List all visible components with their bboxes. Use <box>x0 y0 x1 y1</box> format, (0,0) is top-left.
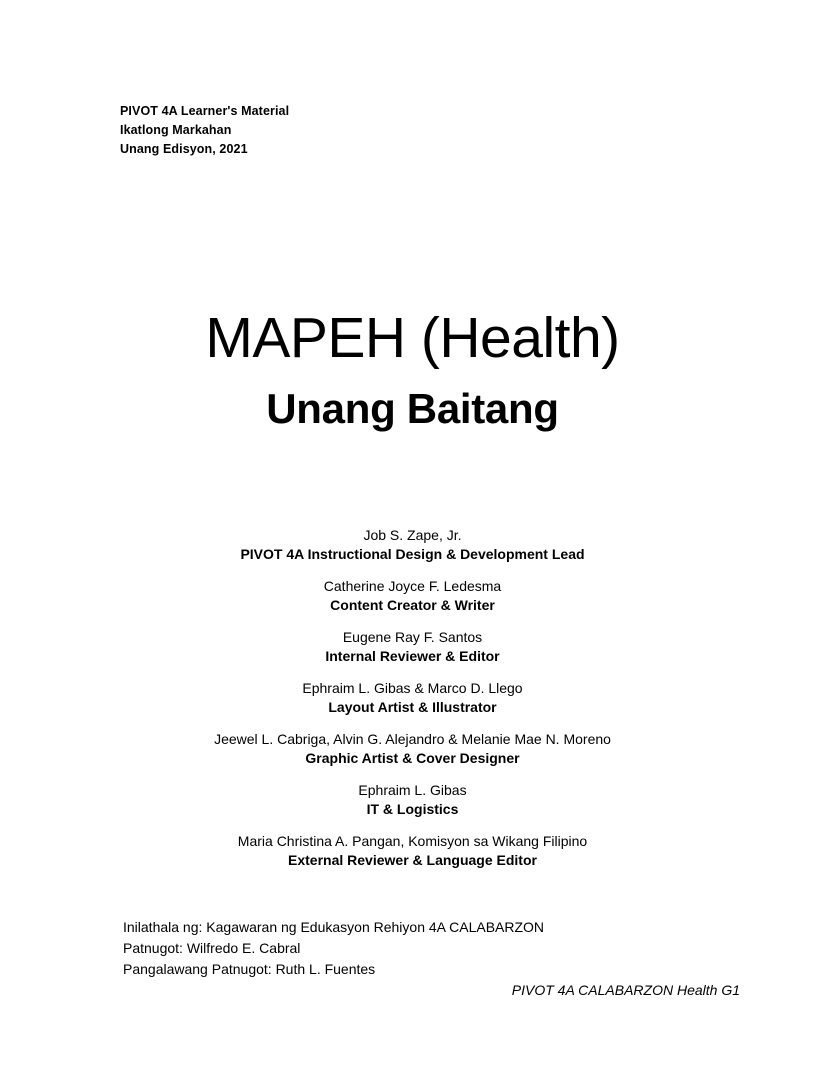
footer-note: PIVOT 4A CALABARZON Health G1 <box>511 982 740 998</box>
header-line-quarter: Ikatlong Markahan <box>120 123 232 137</box>
publisher-block <box>123 917 544 980</box>
publisher-line-agency: Inilathala ng: Kagawaran ng Edukasyon Rehiyon 4A CALABARZON <box>123 919 545 935</box>
credit-name: Eugene Ray F. Santos <box>342 629 483 645</box>
credit-entry <box>0 730 825 768</box>
publisher-line-assistant-editor: Pangalawang Patnugot: Ruth L. Fuentes <box>123 961 376 977</box>
credit-role: IT & Logistics <box>366 801 459 817</box>
header-line-edition: Unang Edisyon, 2021 <box>120 142 248 156</box>
credit-entry <box>0 679 825 717</box>
credit-role: External Reviewer & Language Editor <box>288 852 537 868</box>
page-subtitle: Unang Baitang <box>266 385 559 432</box>
header-line-material: PIVOT 4A Learner's Material <box>120 104 290 118</box>
credit-name: Job S. Zape, Jr. <box>363 527 462 543</box>
credit-name: Jeewel L. Cabriga, Alvin G. Alejandro & Melanie Mae N. Moreno <box>214 731 611 747</box>
credit-name: Maria Christina A. Pangan, Komisyon sa Wikang Filipino <box>237 833 588 849</box>
credit-role: Graphic Artist & Cover Designer <box>305 750 520 766</box>
credit-entry <box>0 526 825 564</box>
credit-role: Layout Artist & Illustrator <box>328 699 497 715</box>
credit-entry <box>0 781 825 819</box>
credit-name: Ephraim L. Gibas <box>358 782 467 798</box>
credit-entry <box>0 628 825 666</box>
page-title: MAPEH (Health) <box>205 306 620 370</box>
credit-entry <box>0 832 825 870</box>
credit-entry <box>0 577 825 615</box>
credit-role: PIVOT 4A Instructional Design & Development Lead <box>240 546 585 562</box>
credit-role: Internal Reviewer & Editor <box>325 648 500 664</box>
publisher-line-editor: Patnugot: Wilfredo E. Cabral <box>123 940 301 956</box>
edition-header <box>120 102 289 159</box>
credit-name: Catherine Joyce F. Ledesma <box>323 578 502 594</box>
credits-list <box>0 526 825 883</box>
credit-role: Content Creator & Writer <box>330 597 495 613</box>
credit-name: Ephraim L. Gibas & Marco D. Llego <box>302 680 523 696</box>
